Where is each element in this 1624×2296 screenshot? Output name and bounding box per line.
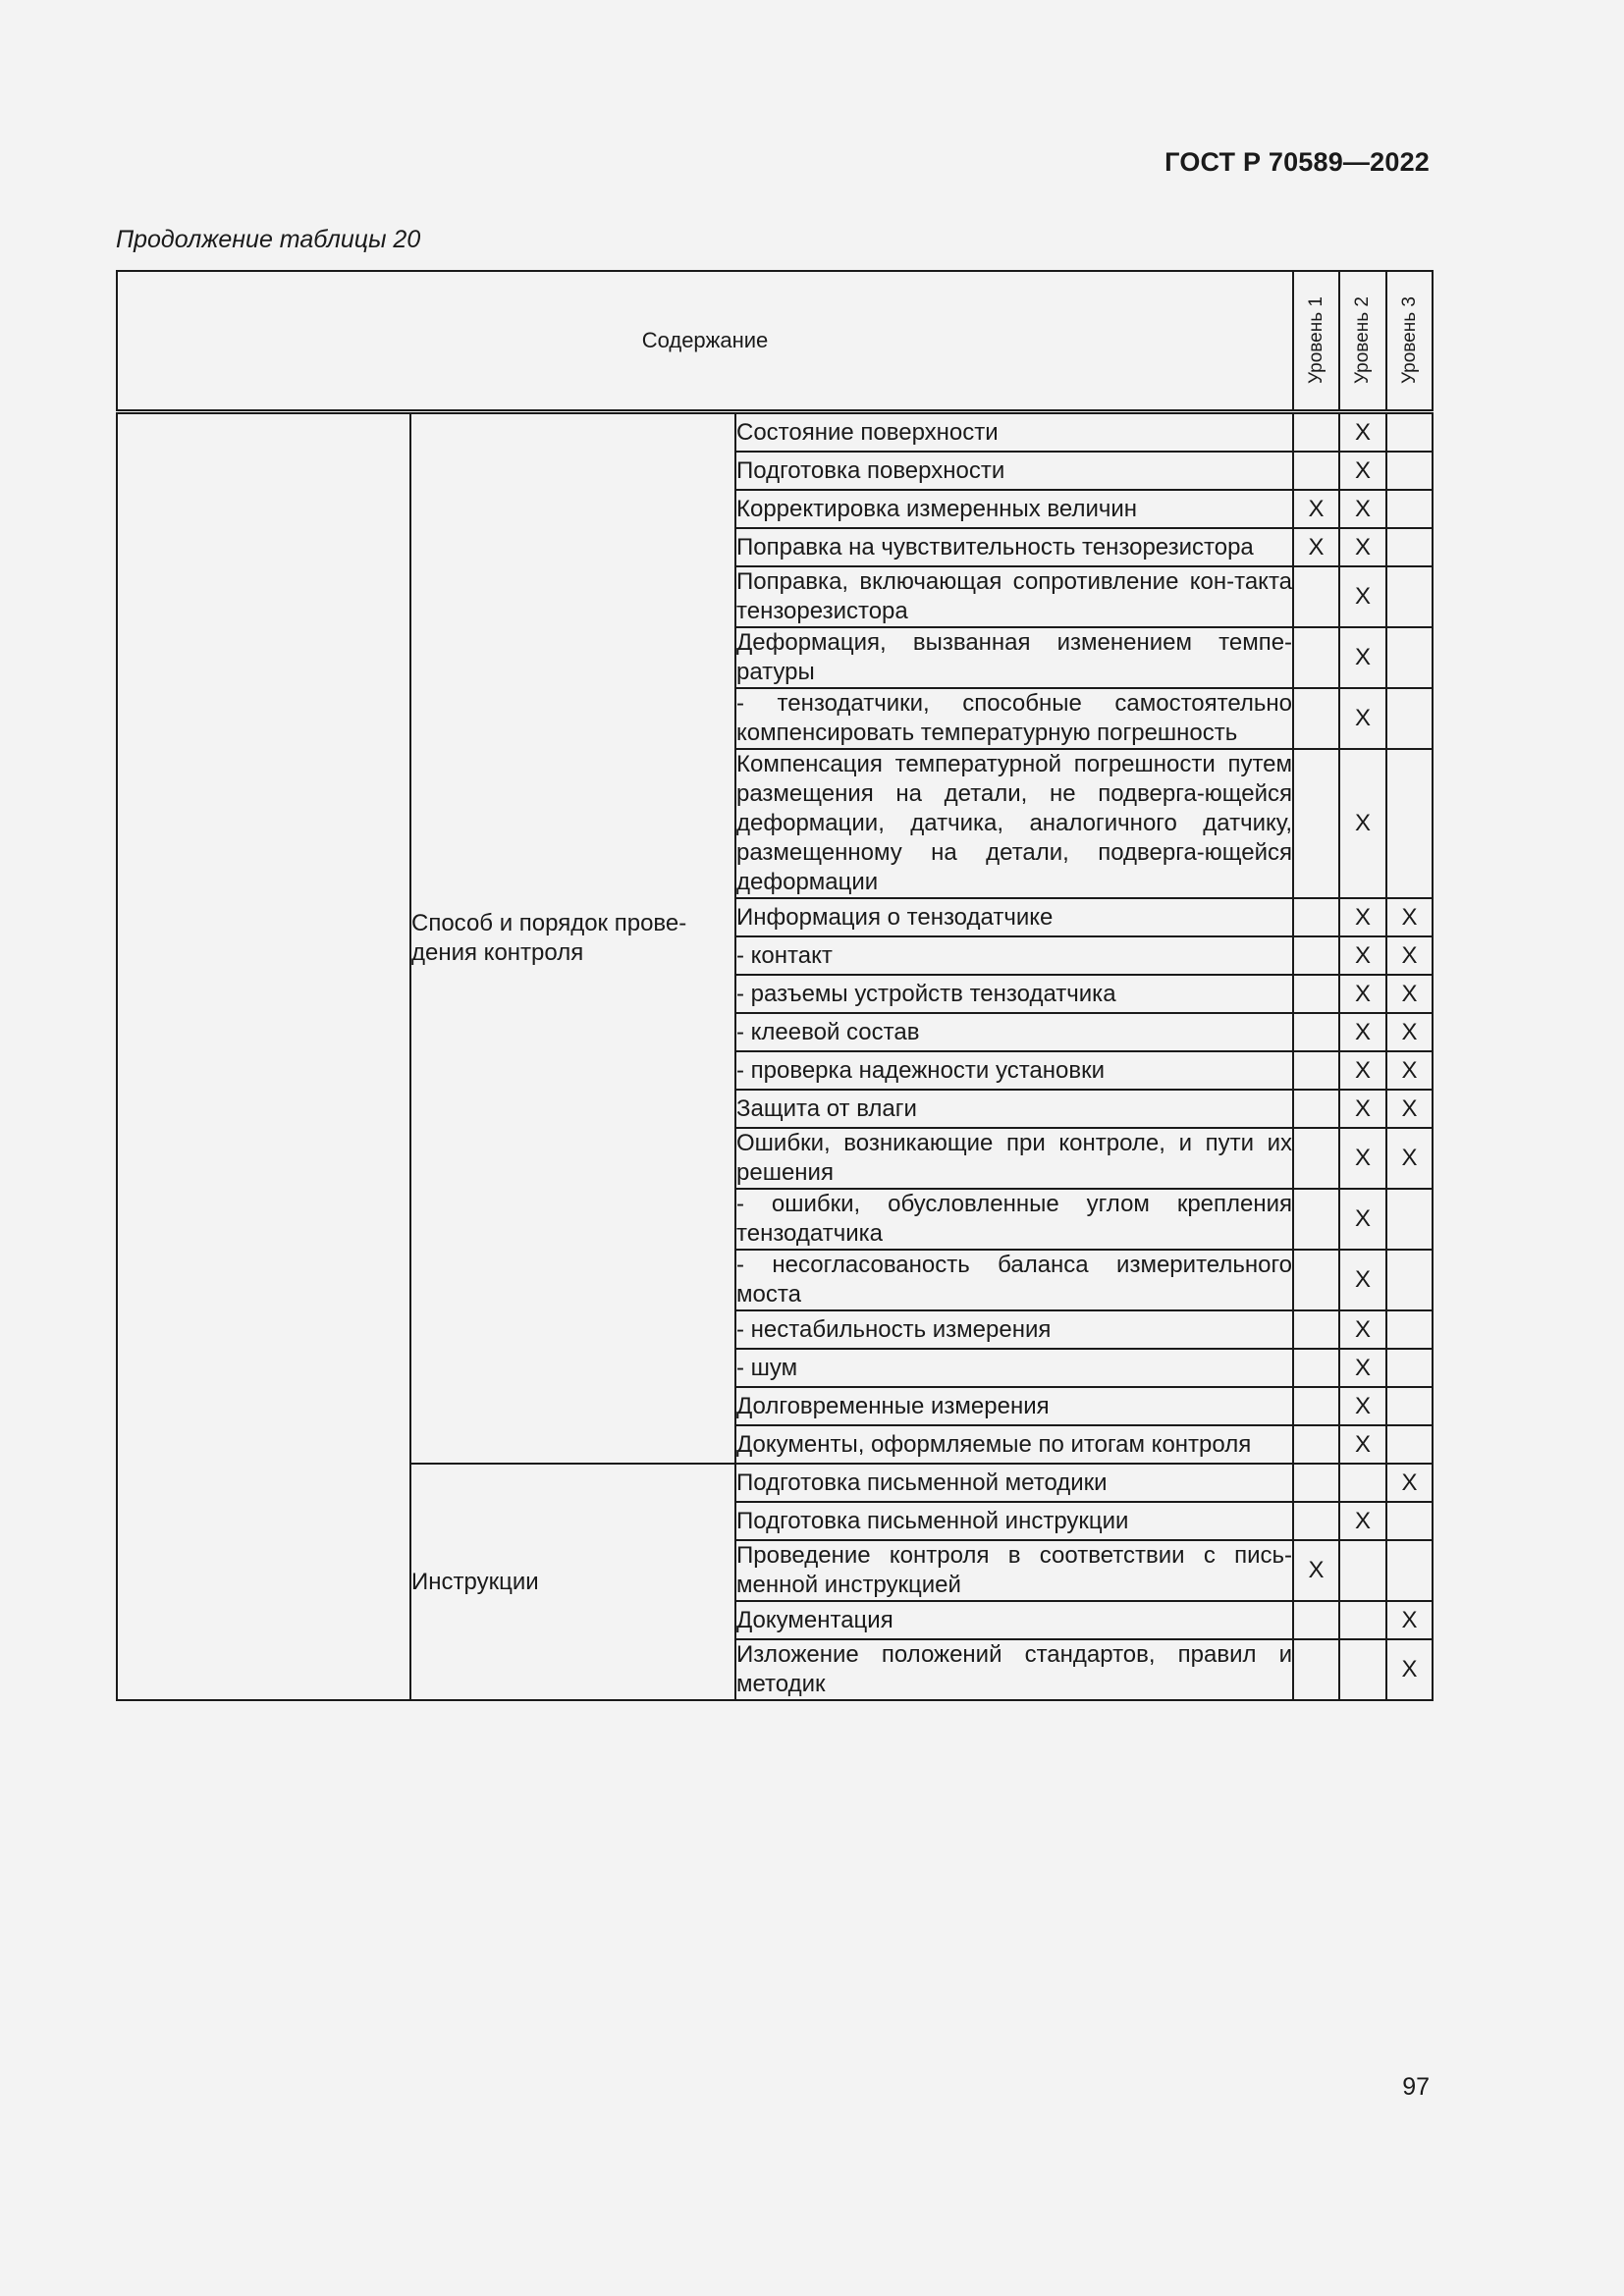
item-text: Компенсация температурной погрешности путем размещения на детали, не подверга-ющейся деформации, датчика, аналогичного датчику, размещенному на детали, подверга-ющейся деформации (735, 749, 1293, 898)
level-2-mark: X (1339, 1502, 1386, 1540)
item-text: Ошибки, возникающие при контроле, и пути их решения (735, 1128, 1293, 1189)
item-text: - несогласованость баланса измерительного моста (735, 1250, 1293, 1310)
level-2-mark: X (1339, 1250, 1386, 1310)
level-3-mark (1386, 1310, 1433, 1349)
level-1-mark (1293, 1090, 1339, 1128)
standard-designation: ГОСТ Р 70589—2022 (1164, 147, 1430, 177)
level-3-mark: X (1386, 975, 1433, 1013)
level-2-mark: X (1339, 1128, 1386, 1189)
level-3-mark: X (1386, 1464, 1433, 1502)
item-text: Защита от влаги (735, 1090, 1293, 1128)
level-1-mark (1293, 688, 1339, 749)
level-3-mark: X (1386, 1090, 1433, 1128)
level-1-mark (1293, 452, 1339, 490)
level-1-mark (1293, 1639, 1339, 1700)
item-text: - проверка надежности установки (735, 1051, 1293, 1090)
level-2-mark: X (1339, 1189, 1386, 1250)
group-label: Способ и порядок прове-дения контроля (410, 412, 735, 1465)
level-3-mark: X (1386, 898, 1433, 936)
level-1-mark (1293, 1310, 1339, 1349)
level-3-mark: X (1386, 1601, 1433, 1639)
level-3-mark (1386, 528, 1433, 566)
item-text: - нестабильность измерения (735, 1310, 1293, 1349)
blank-category-cell (117, 412, 410, 1701)
level-3-mark (1386, 627, 1433, 688)
level-2-mark (1339, 1601, 1386, 1639)
level-2-mark: X (1339, 452, 1386, 490)
level-2-mark: X (1339, 1051, 1386, 1090)
item-text: Информация о тензодатчике (735, 898, 1293, 936)
item-text: Документы, оформляемые по итогам контроля (735, 1425, 1293, 1464)
level-1-mark (1293, 749, 1339, 898)
level-3-header (1386, 271, 1433, 412)
level-1-mark (1293, 936, 1339, 975)
level-1-mark (1293, 566, 1339, 627)
level-1-mark (1293, 1189, 1339, 1250)
item-text: - разъемы устройств тензодатчика (735, 975, 1293, 1013)
item-text: Долговременные измерения (735, 1387, 1293, 1425)
level-2-mark (1339, 1464, 1386, 1502)
level-1-mark (1293, 975, 1339, 1013)
item-text: Проведение контроля в соответствии с пись-менной инструкцией (735, 1540, 1293, 1601)
item-text: - контакт (735, 936, 1293, 975)
level-2-mark (1339, 1540, 1386, 1601)
level-2-mark: X (1339, 975, 1386, 1013)
level-2-mark: X (1339, 1349, 1386, 1387)
level-3-mark (1386, 1502, 1433, 1540)
level-2-header (1339, 271, 1386, 412)
level-1-mark (1293, 898, 1339, 936)
item-text: Подготовка поверхности (735, 452, 1293, 490)
level-1-mark: X (1293, 1540, 1339, 1601)
item-text: Состояние поверхности (735, 412, 1293, 453)
level-3-mark (1386, 566, 1433, 627)
table-header-row (117, 271, 1433, 412)
level-2-mark: X (1339, 490, 1386, 528)
requirements-table (116, 270, 1434, 1701)
item-text: - шум (735, 1349, 1293, 1387)
item-text: - ошибки, обусловленные углом крепления тензодатчика (735, 1189, 1293, 1250)
level-1-mark (1293, 627, 1339, 688)
item-text: Корректировка измеренных величин (735, 490, 1293, 528)
level-2-mark: X (1339, 898, 1386, 936)
level-1-mark (1293, 1502, 1339, 1540)
level-1-header (1293, 271, 1339, 412)
group-label: Инструкции (410, 1464, 735, 1700)
level-3-mark (1386, 412, 1433, 453)
level-2-mark: X (1339, 627, 1386, 688)
level-2-mark: X (1339, 1387, 1386, 1425)
level-3-mark (1386, 1387, 1433, 1425)
item-text: - клеевой состав (735, 1013, 1293, 1051)
level-2-mark: X (1339, 412, 1386, 453)
level-2-mark: X (1339, 1013, 1386, 1051)
level-2-mark: X (1339, 1310, 1386, 1349)
level-3-mark: X (1386, 1639, 1433, 1700)
level-3-mark (1386, 490, 1433, 528)
level-1-mark (1293, 412, 1339, 453)
level-2-mark: X (1339, 528, 1386, 566)
table-body (117, 412, 1433, 1701)
level-3-mark (1386, 749, 1433, 898)
level-3-mark: X (1386, 1013, 1433, 1051)
item-text: Деформация, вызванная изменением темпе-ратуры (735, 627, 1293, 688)
level-3-mark (1386, 1349, 1433, 1387)
level-3-mark: X (1386, 936, 1433, 975)
item-text: Подготовка письменной методики (735, 1464, 1293, 1502)
level-1-mark: X (1293, 528, 1339, 566)
table-row (117, 412, 1433, 453)
level-3-mark (1386, 452, 1433, 490)
item-text: Документация (735, 1601, 1293, 1639)
level-1-label: Уровень 1 (1305, 296, 1326, 385)
item-text: Поправка, включающая сопротивление кон-такта тензорезистора (735, 566, 1293, 627)
level-3-mark (1386, 1540, 1433, 1601)
level-2-mark: X (1339, 936, 1386, 975)
level-1-mark (1293, 1013, 1339, 1051)
item-text: - тензодатчики, способные самостоятельно компенсировать температурную погрешность (735, 688, 1293, 749)
level-2-mark: X (1339, 1425, 1386, 1464)
item-text: Изложение положений стандартов, правил и методик (735, 1639, 1293, 1700)
content-column-header: Содержание (117, 271, 1293, 412)
level-3-mark (1386, 1250, 1433, 1310)
level-1-mark (1293, 1464, 1339, 1502)
item-text: Подготовка письменной инструкции (735, 1502, 1293, 1540)
level-3-mark (1386, 688, 1433, 749)
page-number: 97 (1402, 2073, 1430, 2101)
level-3-mark (1386, 1189, 1433, 1250)
level-1-mark (1293, 1425, 1339, 1464)
level-1-mark: X (1293, 490, 1339, 528)
level-2-mark: X (1339, 566, 1386, 627)
item-text: Поправка на чувствительность тензорезистора (735, 528, 1293, 566)
level-1-mark (1293, 1051, 1339, 1090)
level-2-mark: X (1339, 749, 1386, 898)
level-2-label: Уровень 2 (1352, 296, 1374, 385)
level-1-mark (1293, 1387, 1339, 1425)
level-1-mark (1293, 1128, 1339, 1189)
level-3-mark: X (1386, 1128, 1433, 1189)
level-1-mark (1293, 1349, 1339, 1387)
level-1-mark (1293, 1250, 1339, 1310)
level-2-mark: X (1339, 1090, 1386, 1128)
level-3-mark: X (1386, 1051, 1433, 1090)
level-1-mark (1293, 1601, 1339, 1639)
level-3-mark (1386, 1425, 1433, 1464)
level-3-label: Уровень 3 (1398, 296, 1420, 385)
level-2-mark (1339, 1639, 1386, 1700)
table-caption: Продолжение таблицы 20 (116, 226, 421, 253)
level-2-mark: X (1339, 688, 1386, 749)
